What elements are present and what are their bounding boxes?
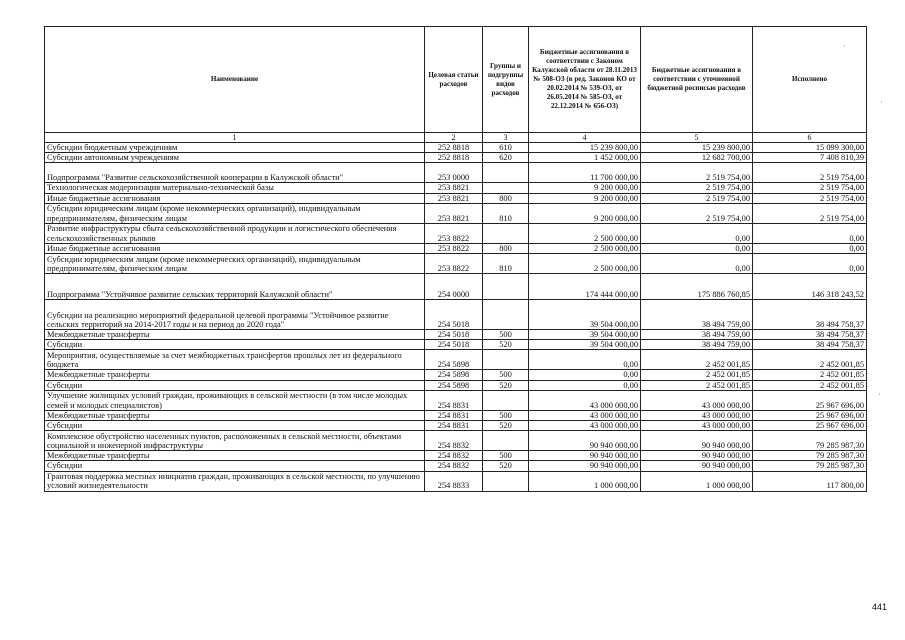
cell-refined: 2 519 754,00: [641, 163, 753, 183]
cell-law: 9 200 000,00: [529, 203, 641, 223]
cell-name: Субсидии на реализацию мероприятий федеральной целевой программы "Устойчивое развитие сельских территорий на 2014-2017 годы и на период до 2020 года": [45, 300, 425, 330]
cell-executed: 25 967 696,00: [753, 390, 867, 410]
table-row: [45, 153, 867, 163]
cell-law: 1 000 000,00: [529, 471, 641, 491]
cell-refined: 43 000 000,00: [641, 410, 753, 420]
cell-refined: 2 452 001,85: [641, 350, 753, 370]
cell-group: [483, 163, 529, 183]
cell-executed: 25 967 696,00: [753, 421, 867, 431]
cell-law: 15 239 800,00: [529, 143, 641, 153]
cell-refined: 43 000 000,00: [641, 421, 753, 431]
cell-code: 254 8831: [425, 410, 483, 420]
cell-refined: 2 519 754,00: [641, 183, 753, 193]
cell-refined: 38 494 759,00: [641, 340, 753, 350]
cell-code: 254 8832: [425, 451, 483, 461]
table-row: [45, 143, 867, 153]
cell-name: Подпрограмма "Устойчивое развитие сельских территорий Калужской области": [45, 274, 425, 300]
table-row: [45, 451, 867, 461]
cell-group: 800: [483, 193, 529, 203]
cell-group: [483, 274, 529, 300]
cell-refined: 2 519 754,00: [641, 193, 753, 203]
cell-name: Межбюджетные трансферты: [45, 410, 425, 420]
table-row: [45, 274, 867, 300]
cell-name: Субсидии: [45, 340, 425, 350]
cell-refined: 90 940 000,00: [641, 431, 753, 451]
cell-executed: 146 318 243,52: [753, 274, 867, 300]
cell-name: Улучшение жилищных условий граждан, проживающих в сельской местности (в том числе молодых семей и молодых специалистов): [45, 390, 425, 410]
cell-code: 253 8822: [425, 243, 483, 253]
cell-group: 500: [483, 370, 529, 380]
col-number: 5: [641, 133, 753, 143]
table-row: [45, 330, 867, 340]
cell-law: 0,00: [529, 350, 641, 370]
cell-name: Субсидии юридическим лицам (кроме некоммерческих организаций), индивидуальным предпринимателям, физическим лицам: [45, 254, 425, 274]
cell-refined: 38 494 759,00: [641, 300, 753, 330]
cell-code: 254 8833: [425, 471, 483, 491]
table-row: [45, 410, 867, 420]
cell-group: [483, 350, 529, 370]
col-number: 4: [529, 133, 641, 143]
cell-law: 0,00: [529, 380, 641, 390]
cell-law: 43 000 000,00: [529, 421, 641, 431]
cell-executed: 0,00: [753, 254, 867, 274]
table-row: [45, 461, 867, 471]
col-number: 3: [483, 133, 529, 143]
table-body: [45, 143, 867, 492]
cell-refined: 0,00: [641, 254, 753, 274]
header-law: Бюджетные ассигнования в соответствии с Законом Калужской области от 28.11.2013 № 508-ОЗ (в ред. Законов КО от 20.02.2014 № 539-ОЗ, от 26.05.2014 № 585-ОЗ, от 22.12.2014 № 656-ОЗ): [529, 27, 641, 133]
scan-mark: ˈ: [878, 392, 881, 401]
cell-code: 254 8831: [425, 390, 483, 410]
col-number: 1: [45, 133, 425, 143]
table-row: [45, 380, 867, 390]
cell-refined: 90 940 000,00: [641, 451, 753, 461]
table-row: [45, 163, 867, 183]
cell-name: Межбюджетные трансферты: [45, 330, 425, 340]
cell-group: 620: [483, 153, 529, 163]
cell-code: 254 0000: [425, 274, 483, 300]
cell-executed: 25 967 696,00: [753, 410, 867, 420]
cell-name: Комплексное обустройство населенных пунктов, расположенных в сельской местности, объектами социальной и инженерной инфраструктуры: [45, 431, 425, 451]
header-name: Наименование: [45, 27, 425, 133]
cell-group: [483, 431, 529, 451]
cell-code: 253 0000: [425, 163, 483, 183]
cell-group: [483, 183, 529, 193]
table-row: [45, 390, 867, 410]
cell-executed: 2 519 754,00: [753, 203, 867, 223]
cell-law: 9 200 000,00: [529, 183, 641, 193]
cell-group: 500: [483, 330, 529, 340]
cell-group: 520: [483, 340, 529, 350]
cell-executed: 79 285 987,30: [753, 461, 867, 471]
cell-code: 253 8822: [425, 223, 483, 243]
cell-law: 2 500 000,00: [529, 254, 641, 274]
cell-code: 254 5898: [425, 380, 483, 390]
header-group: Группы и подгруппы видов расходов: [483, 27, 529, 133]
page-number: 441: [872, 602, 888, 612]
cell-code: 252 8818: [425, 143, 483, 153]
table-row: [45, 421, 867, 431]
cell-executed: 38 494 758,37: [753, 330, 867, 340]
cell-name: Межбюджетные трансферты: [45, 370, 425, 380]
cell-executed: 79 285 987,30: [753, 431, 867, 451]
table-row: [45, 471, 867, 491]
cell-name: Межбюджетные трансферты: [45, 451, 425, 461]
table-row: [45, 183, 867, 193]
cell-law: 90 940 000,00: [529, 461, 641, 471]
cell-code: 254 8832: [425, 461, 483, 471]
cell-law: 39 504 000,00: [529, 300, 641, 330]
cell-name: Субсидии: [45, 461, 425, 471]
header-code: Целевая статьи расходов: [425, 27, 483, 133]
col-number: 2: [425, 133, 483, 143]
cell-group: 520: [483, 380, 529, 390]
cell-law: 9 200 000,00: [529, 193, 641, 203]
table-row: [45, 193, 867, 203]
cell-group: 500: [483, 410, 529, 420]
cell-group: 520: [483, 461, 529, 471]
cell-law: 90 940 000,00: [529, 431, 641, 451]
cell-group: [483, 390, 529, 410]
cell-executed: 2 519 754,00: [753, 183, 867, 193]
cell-code: 252 8818: [425, 153, 483, 163]
cell-name: Субсидии бюджетным учреждениям: [45, 143, 425, 153]
cell-law: 39 504 000,00: [529, 340, 641, 350]
cell-code: 253 8822: [425, 254, 483, 274]
cell-group: 810: [483, 203, 529, 223]
cell-executed: 0,00: [753, 243, 867, 253]
cell-refined: 0,00: [641, 243, 753, 253]
cell-law: 39 504 000,00: [529, 330, 641, 340]
scan-mark: ˈ: [880, 100, 883, 109]
cell-code: 254 5018: [425, 300, 483, 330]
cell-executed: 2 519 754,00: [753, 193, 867, 203]
table-row: [45, 243, 867, 253]
cell-refined: 15 239 800,00: [641, 143, 753, 153]
cell-name: Грантовая поддержка местных инициатив граждан, проживающих в сельской местности, по улучшению условий жизнедеятельности: [45, 471, 425, 491]
cell-executed: 2 452 001,85: [753, 380, 867, 390]
cell-refined: 43 000 000,00: [641, 390, 753, 410]
cell-group: [483, 300, 529, 330]
table-row: [45, 254, 867, 274]
cell-refined: 175 886 760,85: [641, 274, 753, 300]
cell-executed: 2 519 754,00: [753, 163, 867, 183]
cell-law: 2 500 000,00: [529, 223, 641, 243]
cell-executed: 117 800,00: [753, 471, 867, 491]
cell-code: 254 5018: [425, 330, 483, 340]
cell-executed: 38 494 758,37: [753, 300, 867, 330]
cell-refined: 1 000 000,00: [641, 471, 753, 491]
cell-group: 610: [483, 143, 529, 153]
table-row: [45, 300, 867, 330]
cell-code: 253 8821: [425, 193, 483, 203]
cell-code: 254 5898: [425, 370, 483, 380]
column-number-row: [45, 133, 867, 143]
cell-refined: 2 452 001,85: [641, 380, 753, 390]
cell-code: 253 8821: [425, 203, 483, 223]
cell-law: 11 700 000,00: [529, 163, 641, 183]
cell-name: Субсидии: [45, 380, 425, 390]
cell-code: 254 5898: [425, 350, 483, 370]
cell-law: 90 940 000,00: [529, 451, 641, 461]
cell-name: Иные бюджетные ассигнования: [45, 193, 425, 203]
cell-group: 520: [483, 421, 529, 431]
table-row: [45, 340, 867, 350]
cell-group: 810: [483, 254, 529, 274]
scan-mark: ˈ: [843, 44, 846, 53]
cell-code: 254 8832: [425, 431, 483, 451]
cell-law: 174 444 000,00: [529, 274, 641, 300]
cell-refined: 38 494 759,00: [641, 330, 753, 340]
cell-name: Субсидии: [45, 421, 425, 431]
cell-refined: 90 940 000,00: [641, 461, 753, 471]
cell-executed: 7 408 810,39: [753, 153, 867, 163]
header-executed: Исполнено: [753, 27, 867, 133]
cell-executed: 2 452 001,85: [753, 370, 867, 380]
cell-refined: 2 452 001,85: [641, 370, 753, 380]
cell-refined: 0,00: [641, 223, 753, 243]
cell-law: 43 000 000,00: [529, 390, 641, 410]
cell-name: Субсидии автономным учреждениям: [45, 153, 425, 163]
cell-code: 253 8821: [425, 183, 483, 193]
table-row: [45, 350, 867, 370]
cell-executed: 2 452 001,85: [753, 350, 867, 370]
cell-code: 254 8831: [425, 421, 483, 431]
cell-name: Иные бюджетные ассигнования: [45, 243, 425, 253]
cell-code: 254 5018: [425, 340, 483, 350]
budget-table: [44, 26, 867, 492]
cell-name: Развитие инфраструктуры сбыта сельскохозяйственной продукции и логистического обеспечения сельскохозяйственных рынков: [45, 223, 425, 243]
table-row: [45, 203, 867, 223]
cell-name: Субсидии юридическим лицам (кроме некоммерческих организаций), индивидуальным предпринимателям, физическим лицам: [45, 203, 425, 223]
table-row: [45, 223, 867, 243]
col-number: 6: [753, 133, 867, 143]
table-row: [45, 431, 867, 451]
cell-group: [483, 223, 529, 243]
cell-name: Технологическая модернизация материально-технической базы: [45, 183, 425, 193]
table-header-row: [45, 27, 867, 133]
cell-refined: 12 682 700,00: [641, 153, 753, 163]
cell-executed: 79 285 987,30: [753, 451, 867, 461]
cell-group: [483, 471, 529, 491]
cell-executed: 0,00: [753, 223, 867, 243]
cell-law: 43 000 000,00: [529, 410, 641, 420]
cell-executed: 15 099 300,00: [753, 143, 867, 153]
cell-group: 500: [483, 451, 529, 461]
header-refined: Бюджетные ассигнования в соответствии с уточненной бюджетной росписью расходов: [641, 27, 753, 133]
cell-executed: 38 494 758,37: [753, 340, 867, 350]
cell-refined: 2 519 754,00: [641, 203, 753, 223]
cell-law: 1 452 000,00: [529, 153, 641, 163]
table-row: [45, 370, 867, 380]
cell-law: 0,00: [529, 370, 641, 380]
cell-law: 2 500 000,00: [529, 243, 641, 253]
cell-group: 800: [483, 243, 529, 253]
cell-name: Подпрограмма "Развитие сельскохозяйственной кооперации в Калужской области": [45, 163, 425, 183]
cell-name: Мероприятия, осуществляемые за счет межбюджетных трансфертов прошлых лет из федерального бюджета: [45, 350, 425, 370]
